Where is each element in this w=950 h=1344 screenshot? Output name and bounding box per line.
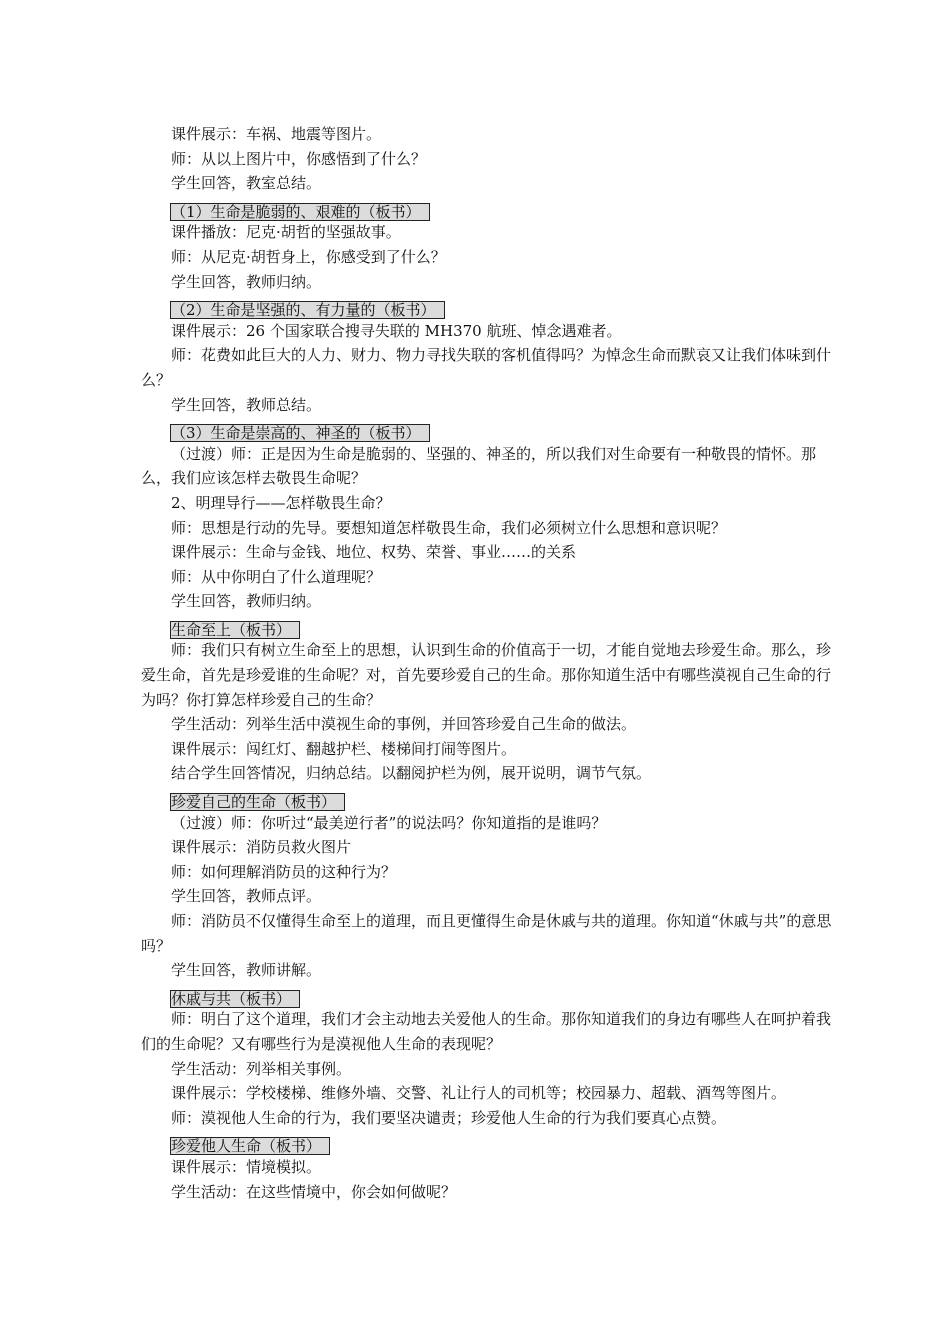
- paragraph: 课件展示：生命与金钱、地位、权势、荣誉、事业……的关系: [171, 543, 577, 562]
- paragraph: 师：思想是行动的先导。要想知道怎样敬畏生命，我们必须树立什么思想和意识呢？: [171, 518, 727, 537]
- blackboard-heading: [141, 786, 841, 811]
- paragraph: 学生回答，教师总结。: [171, 395, 322, 414]
- blackboard-heading: [141, 1130, 841, 1155]
- paragraph: 师：我们只有树立生命至上的思想，认识到生命的价值高于一切，才能自觉地去珍爱生命。那么，珍爱生命，首先是珍爱谁的生命呢？对，首先要珍爱自己的生命。那你知道生活中有哪些漠视自己生命的行为吗？你打算怎样珍爱自己的生命？: [141, 641, 832, 709]
- blackboard-heading: [141, 614, 841, 639]
- paragraph: 课件展示：消防员救火图片: [171, 838, 352, 857]
- paragraph: 师：消防员不仅懂得生命至上的道理，而且更懂得生命是休戚与共的道理。你知道“休戚与共”的意思吗？: [141, 912, 832, 955]
- highlighted-text: 珍爱他人生命（板书）: [171, 1138, 329, 1154]
- paragraph: 学生回答，教师归纳。: [171, 592, 322, 611]
- blackboard-heading: [141, 983, 841, 1008]
- paragraph: 课件展示：情境模拟。: [171, 1157, 322, 1176]
- paragraph: 师：如何理解消防员的这种行为？: [171, 862, 397, 881]
- section-heading: 2、明理导行——怎样敬畏生命？: [171, 493, 391, 512]
- highlighted-text: （1）生命是脆弱的、艰难的（板书）: [171, 204, 429, 220]
- highlighted-text: （2）生命是坚强的、有力量的（板书）: [171, 302, 444, 318]
- highlighted-text: 休戚与共（板书）: [171, 991, 299, 1007]
- paragraph: 学生回答，教室总结。: [171, 174, 322, 193]
- paragraph: 课件播放：尼克·胡哲的坚强故事。: [171, 223, 401, 242]
- paragraph: 师：从以上图片中，你感悟到了什么？: [171, 149, 427, 168]
- highlighted-text: 生命至上（板书）: [171, 622, 299, 638]
- paragraph: 学生活动：在这些情境中，你会如何做呢？: [171, 1182, 457, 1201]
- highlighted-text: （3）生命是崇高的、神圣的（板书）: [171, 425, 429, 441]
- paragraph: 师：明白了这个道理，我们才会主动地去关爱他人的生命。那你知道我们的身边有哪些人在呵护着我们的生命呢？又有哪些行为是漠视他人生命的表现呢？: [141, 1010, 832, 1053]
- paragraph: 学生回答，教师归纳。: [171, 272, 322, 291]
- paragraph: 课件展示：闯红灯、翻越护栏、楼梯间打闹等图片。: [171, 739, 517, 758]
- paragraph: 师：漠视他人生命的行为，我们要坚决谴责；珍爱他人生命的行为我们要真心点赞。: [171, 1108, 727, 1127]
- paragraph: 学生活动：列举生活中漠视生命的事例，并回答珍爱自己生命的做法。: [171, 715, 637, 734]
- paragraph: 学生活动：列举相关事例。: [171, 1059, 352, 1078]
- paragraph: 学生回答，教师讲解。: [171, 961, 322, 980]
- paragraph: 课件展示：车祸、地震等图片。: [171, 125, 382, 143]
- paragraph: 师：从尼克·胡哲身上，你感受到了什么？: [171, 247, 446, 266]
- paragraph: 结合学生回答情况，归纳总结。以翻阅护栏为例，展开说明，调节气氛。: [171, 764, 652, 783]
- blackboard-heading: [141, 294, 841, 319]
- blackboard-heading: [141, 196, 841, 221]
- paragraph: 师：从中你明白了什么道理呢？: [171, 567, 382, 586]
- paragraph: （过渡）师：你听过“最美逆行者”的说法吗？你知道指的是谁吗？: [171, 813, 607, 832]
- blackboard-heading: [141, 417, 841, 442]
- paragraph: 学生回答，教师点评。: [171, 887, 322, 906]
- paragraph: 课件展示：26 个国家联合搜寻失联的 MH370 航班、悼念遇难者。: [171, 321, 622, 340]
- highlighted-text: 珍爱自己的生命（板书）: [171, 794, 344, 810]
- paragraph: 课件展示：学校楼梯、维修外墙、交警、礼让行人的司机等；校园暴力、超载、酒驾等图片。: [171, 1084, 787, 1103]
- document-body: [141, 122, 841, 1204]
- paragraph: （过渡）师：正是因为生命是脆弱的、坚强的、神圣的，所以我们对生命要有一种敬畏的情怀。那么，我们应该怎样去敬畏生命呢？: [141, 444, 817, 488]
- paragraph: 师：花费如此巨大的人力、财力、物力寻找失联的客机值得吗？为悼念生命而默哀又让我们体味到什么？: [141, 346, 832, 389]
